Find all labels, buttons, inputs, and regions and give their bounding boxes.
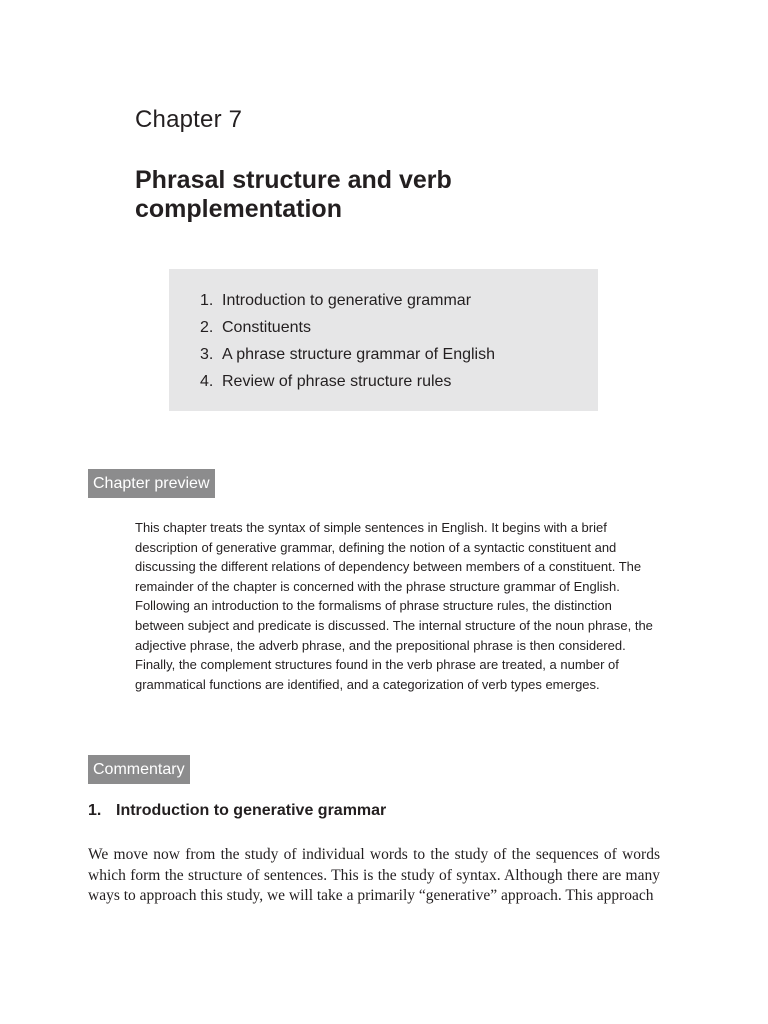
contents-item-title: Constituents: [222, 319, 311, 336]
section-number: 1.: [88, 802, 102, 819]
contents-box: [169, 269, 598, 411]
contents-item: [200, 341, 495, 368]
section-title: Introduction to generative grammar: [116, 802, 387, 819]
contents-item-number: 2.: [200, 319, 214, 336]
contents-item-title: Introduction to generative grammar: [222, 292, 472, 309]
chapter-label: Chapter 7: [135, 106, 243, 133]
section-heading: [88, 802, 386, 820]
commentary-tag: Commentary: [88, 755, 190, 784]
contents-item-title: Review of phrase structure rules: [222, 373, 452, 390]
body-paragraph: We move now from the study of individual words to the study of the sequences of words which form the structure of sentences. This is the study of syntax. Although there are many ways to approach this study, we will take a primarily “generative” approach. This approach: [88, 846, 660, 904]
chapter-title: Phrasal structure and verb complementation: [135, 166, 452, 223]
chapter-preview-text: This chapter treats the syntax of simple sentences in English. It begins with a brief description of generative grammar, defining the notion of a syntactic constituent and discussing the different relations of dependency between members of a constituent. The remainder of the chapter is concerned with the phrase structure grammar of English. Following an introduction to the formalisms of phrase structure rules, the distinction between subject and predicate is discussed. The internal structure of the noun phrase, the adjective phrase, the adverb phrase, and the prepositional phrase is then considered. Finally, the complement structures found in the verb phrase are treated, a number of grammatical functions are identified, and a categorization of verb types emerges.: [135, 520, 653, 692]
contents-item-number: 3.: [200, 346, 214, 363]
contents-item: [200, 287, 495, 314]
contents-item: [200, 368, 495, 395]
contents-list: [200, 287, 495, 395]
contents-item-title: A phrase structure grammar of English: [222, 346, 496, 363]
contents-item: [200, 314, 495, 341]
chapter-preview-tag: Chapter preview: [88, 469, 215, 498]
contents-item-number: 4.: [200, 373, 214, 390]
contents-item-number: 1.: [200, 292, 214, 309]
